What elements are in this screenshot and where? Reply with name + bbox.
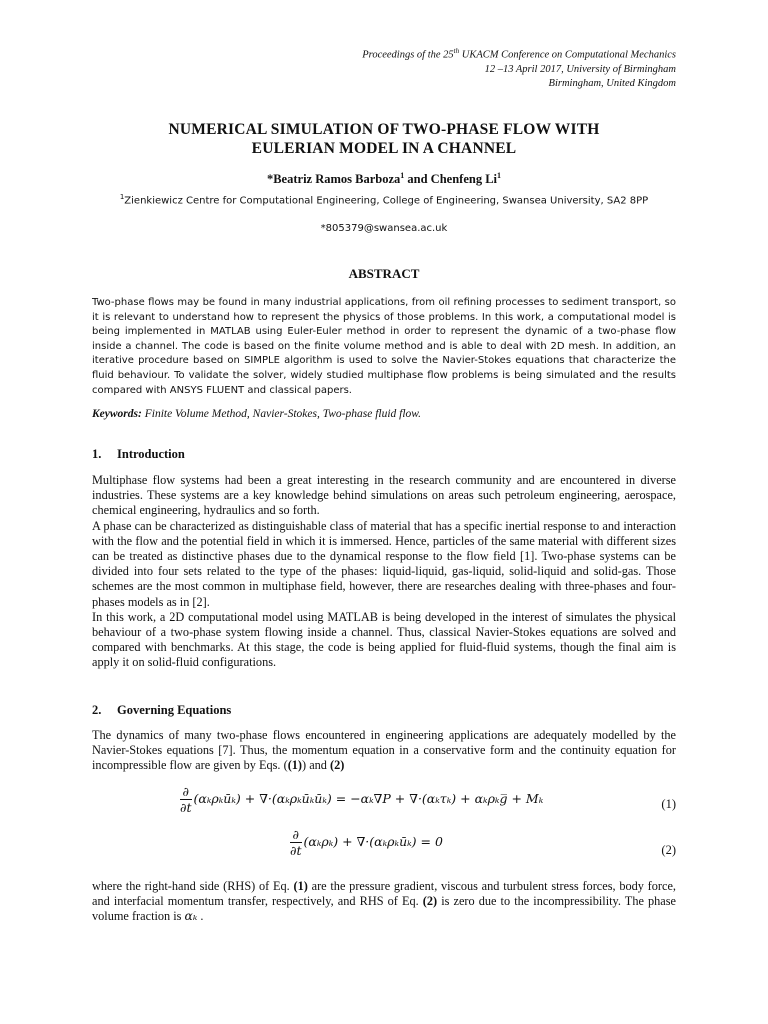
proceedings-header	[362, 44, 676, 91]
equation-number: (1)	[661, 797, 676, 811]
governing-equations-intro: The dynamics of many two-phase flows encountered in engineering applications are adequately modelled by the Navier-Stokes equations [7]. Thus, the momentum equation in a conservative form and the continuity equation for incompressible flow are given by Eqs. ((1)) and (2)	[92, 728, 676, 773]
equation-continuity	[290, 827, 443, 858]
equation-body: (αₖρₖūₖ) + ∇·(αₖρₖūₖūₖ) = −αₖ∇P + ∇·(αₖτₖ) + αₖρₖg̅ + Mₖ	[193, 791, 544, 806]
equation-number: (2)	[661, 843, 676, 857]
paragraph: Multiphase flow systems had been a great interesting in the research community and are encountered in diverse industries. These systems are a key knowledge behind simulations on areas such petroleum engineering, aerospace, chemical engineering, hydraulics and so forth.	[92, 473, 676, 518]
equation-body: (αₖρₖ) + ∇·(αₖρₖūₖ) = 0	[303, 834, 443, 849]
partial-derivative: $\frac{\partial}{\partial t}$	[180, 784, 192, 815]
introduction-body	[92, 473, 676, 671]
partial-derivative: $\frac{\partial}{\partial t}$	[290, 827, 302, 858]
abstract-text: Two-phase flows may be found in many industrial applications, from oil refining processes to sediment transport, so it is relevant to understand how to represent the physics of those problems. In this work, a computational model is being implemented in MATLAB using Euler-Euler method in order to represent the dynamic of a two-phase flow inside a channel. The code is based on the finite volume method and is able to deal with 2D mesh. In addition, an iterative procedure based on SIMPLE algorithm is used to solve the Navier-Stokes equations that characterize the fluid behaviour. To validate the solver, widely studied multiphase flow problems is being simulated and the results compared with ANSYS FLUENT and classical papers.	[92, 297, 676, 396]
affiliation: $^1$Zienkiewicz Centre for Computational Engineering, College of Engineering, Swansea University, SA2 8PP	[119, 193, 649, 207]
section-heading-introduction: 1. Introduction	[92, 447, 185, 461]
equation-momentum	[180, 784, 543, 815]
header-line-2: 12 –13 April 2017, University of Birmingham	[484, 63, 676, 75]
governing-equations-explanation: where the right-hand side (RHS) of Eq. (1) are the pressure gradient, viscous and turbulent stress forces, body force, and interfacial momentum transfer, respectively, and RHS of Eq. (2) is zero due to the incompressibility. The phase volume fraction is αₖ .	[92, 879, 677, 924]
section-heading-governing-equations: 2. Governing Equations	[92, 703, 232, 717]
author-line: *Beatriz Ramos Barboza$^1$ and Chenfeng Li$^1$	[266, 171, 502, 187]
header-line-3: Birmingham, United Kingdom	[548, 77, 676, 89]
abstract-heading: ABSTRACT	[348, 266, 420, 281]
paper-title: NUMERICAL SIMULATION OF TWO-PHASE FLOW WITH EULERIAN MODEL IN A CHANNEL	[168, 121, 600, 157]
paragraph: A phase can be characterized as distinguishable class of material that has a specific inertial response to and interaction with the flow and the potential field in which it is immersed. Hence, particles of the same material with different sizes can be treated as distinctive phases due to the dynamical response to the flow field [1]. Two-phase systems can be divided into four sets related to the type of the phases: liquid-liquid, gas-liquid, solid-liquid and solid-gas. Those schemes are the most common in multiphase field, however, there are researches dealing with three-phases and four-phases models as in [2].	[92, 518, 676, 609]
volume-fraction-symbol: αₖ	[184, 909, 198, 924]
paragraph: In this work, a 2D computational model using MATLAB is being developed in the interest of simulates the physical behaviour of a two-phase system flowing inside a channel. Thus, classical Navier-Stokes equations are solved and compared with benchmarks. At this stage, the code is being applied for fluid-fluid systems, though the final aim is apply it on solid-fluid configurations.	[92, 609, 676, 670]
header-line-1: Proceedings of the 25th UKACM Conference on Computational Mechanics	[362, 47, 676, 61]
author-email: *805379@swansea.ac.uk	[320, 223, 448, 234]
equation-reference: (1)	[293, 879, 308, 893]
equation-reference: (2)	[422, 894, 438, 909]
equation-reference: (1)	[287, 758, 303, 773]
keywords: Keywords: Finite Volume Method, Navier-Stokes, Two-phase fluid flow.	[92, 408, 421, 420]
equation-reference: (2)	[330, 758, 345, 773]
